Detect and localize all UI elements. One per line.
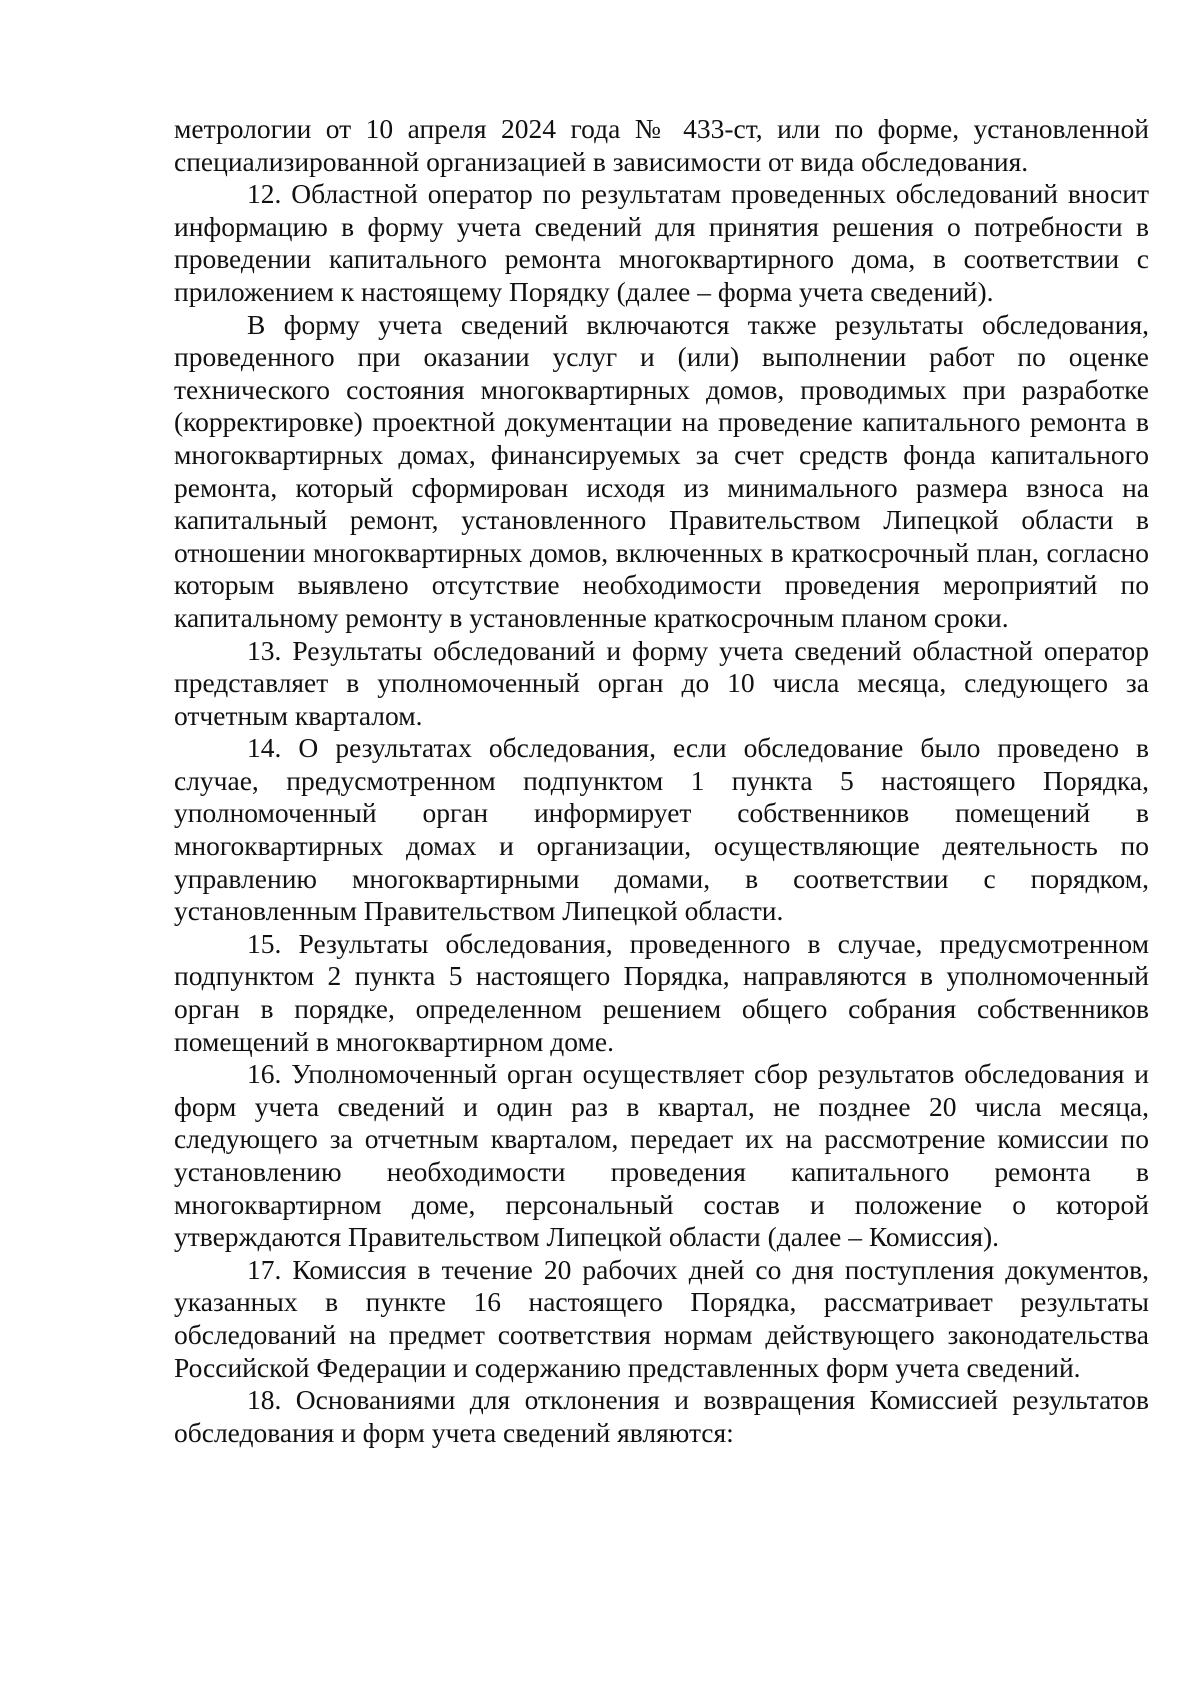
paragraph-item-12-addendum: В форму учета сведений включаются также результаты обследования, проведенного при оказании услуг и (или) выполнении работ по оценке технического состояния многоквартирных домов, проводимых при разработке (корректировке) проектной документации на проведение капитального ремонта в многоквартирных домах, финансируемых за счет средств фонда капитального ремонта, который сформирован исходя из минимального размера взноса на капитальный ремонт, установленного Правительством Липецкой области в отношении многоквартирных домов, включенных в краткосрочный план, согласно которым выявлено отсутствие необходимости проведения мероприятий по капитальному ремонту в установленные краткосрочным планом сроки.: [174, 308, 1149, 633]
paragraph-item-17: 17. Комиссия в течение 20 рабочих дней со дня поступления документов, указанных в пункте 16 настоящего Порядка, рассматривает результаты обследований на предмет соответствия нормам действующего законодательства Российской Федерации и содержанию представленных форм учета сведений.: [174, 1253, 1149, 1383]
paragraph-item-18: 18. Основаниями для отклонения и возвращения Комиссией результатов обследования и форм учета сведений являются:: [174, 1384, 1149, 1448]
paragraph-item-14: 14. О результатах обследования, если обследование было проведено в случае, предусмотренном подпунктом 1 пункта 5 настоящего Порядка, уполномоченный орган информирует собственников помещений в многоквартирных домах и организации, осуществляющие деятельность по управлению многоквартирными домами, в соответствии с порядком, установленным Правительством Липецкой области.: [174, 732, 1149, 927]
paragraph-item-13: 13. Результаты обследований и форму учета сведений областной оператор представляет в уполномоченный орган до 10 числа месяца, следующего за отчетным кварталом.: [174, 634, 1149, 731]
paragraph-item-16: 16. Уполномоченный орган осуществляет сбор результатов обследования и форм учета сведений и один раз в квартал, не позднее 20 числа месяца, следующего за отчетным кварталом, передает их на рассмотрение комиссии по установлению необходимости проведения капитального ремонта в многоквартирном доме, персональный состав и положение о которой утверждаются Правительством Липецкой области (далее – Комиссия).: [174, 1058, 1149, 1253]
document-body: [174, 113, 1149, 1449]
paragraph-continuation: метрологии от 10 апреля 2024 года № 433-ст, или по форме, установленной специализированной организацией в зависимости от вида обследования.: [174, 113, 1149, 177]
paragraph-item-12: 12. Областной оператор по результатам проведенных обследований вносит информацию в форму учета сведений для принятия решения о потребности в проведении капитального ремонта многоквартирного дома, в соответствии с приложением к настоящему Порядку (далее – форма учета сведений).: [174, 178, 1149, 307]
paragraph-item-15: 15. Результаты обследования, проведенного в случае, предусмотренном подпунктом 2 пункта 5 настоящего Порядка, направляются в уполномоченный орган в порядке, определенном решением общего собрания собственников помещений в многоквартирном доме.: [174, 927, 1149, 1057]
